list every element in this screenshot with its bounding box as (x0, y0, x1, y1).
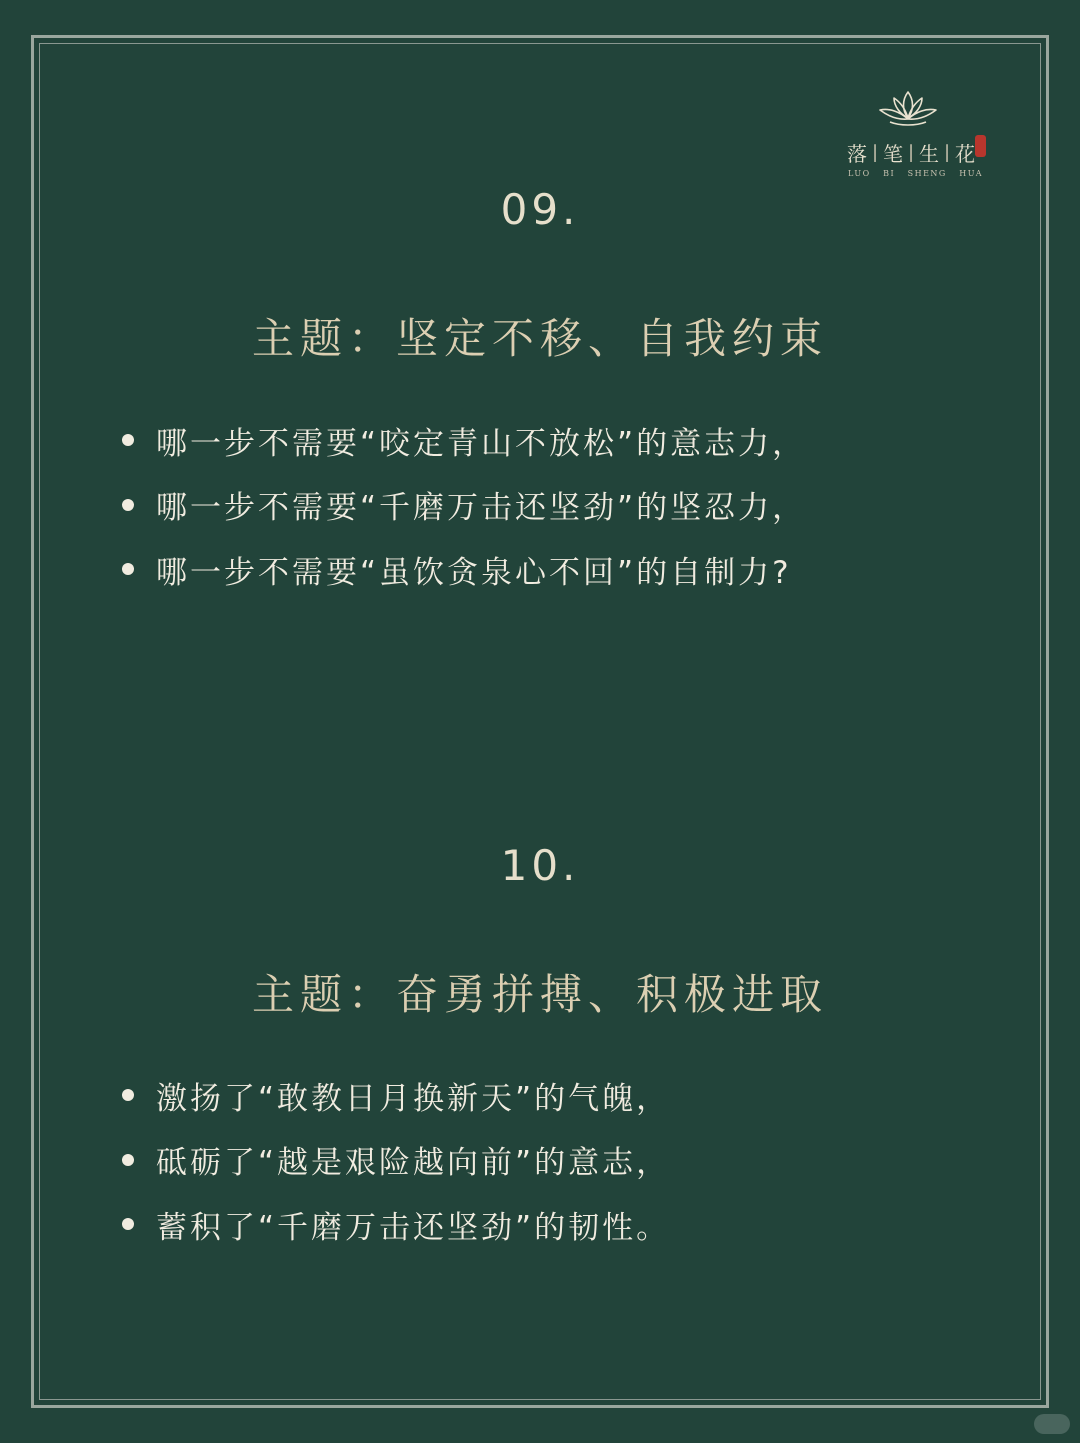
list-item-text: 蓄积了“千磨万击还坚劲”的韧性。 (156, 1209, 671, 1246)
list-item-text: 激扬了“敢教日月换新天”的气魄， (156, 1080, 671, 1117)
bullet-dot (122, 499, 134, 511)
section-theme: 主题：坚定不移、自我约束 (251, 314, 828, 363)
logo-roman-word: SHENG (907, 169, 947, 178)
logo-separator: | (943, 142, 951, 163)
section-number: 10. (500, 841, 580, 890)
logo-char: 笔 (883, 142, 903, 166)
logo-separator: | (907, 142, 915, 163)
bullet-dot (122, 1154, 134, 1166)
logo-roman-word: LUO (848, 169, 871, 178)
logo-characters (846, 138, 976, 167)
bullet-dot (122, 1089, 134, 1101)
red-seal-stamp (975, 135, 986, 157)
list-item (122, 537, 806, 602)
logo-char: 落 (847, 142, 867, 166)
list-item (122, 1192, 670, 1257)
watermark-badge (1034, 1414, 1070, 1434)
section-number: 09. (500, 185, 580, 234)
logo-separator: | (871, 142, 879, 163)
list-item (122, 408, 806, 473)
bullet-dot (122, 434, 134, 446)
logo-char: 生 (919, 142, 939, 166)
bullet-dot (122, 563, 134, 575)
bullet-list (122, 408, 806, 602)
list-item (122, 1128, 670, 1193)
list-item (122, 473, 806, 538)
list-item-text: 哪一步不需要“千磨万击还坚劲”的坚忍力， (156, 490, 807, 527)
logo-roman-word: BI (883, 169, 896, 178)
list-item (122, 1063, 670, 1128)
bullet-list (122, 1063, 670, 1257)
section-theme: 主题：奋勇拼搏、积极进取 (251, 970, 828, 1019)
list-item-text: 哪一步不需要“虽饮贪泉心不回”的自制力? (156, 554, 792, 591)
logo-roman-word: HUA (959, 169, 983, 178)
lotus-icon (876, 88, 940, 130)
logo-romanization (848, 169, 983, 178)
list-item-text: 砥砺了“越是艰险越向前”的意志， (156, 1145, 671, 1182)
brand-logo (838, 88, 998, 183)
bullet-dot (122, 1218, 134, 1230)
list-item-text: 哪一步不需要“咬定青山不放松”的意志力， (156, 425, 807, 462)
logo-char: 花 (955, 142, 975, 166)
